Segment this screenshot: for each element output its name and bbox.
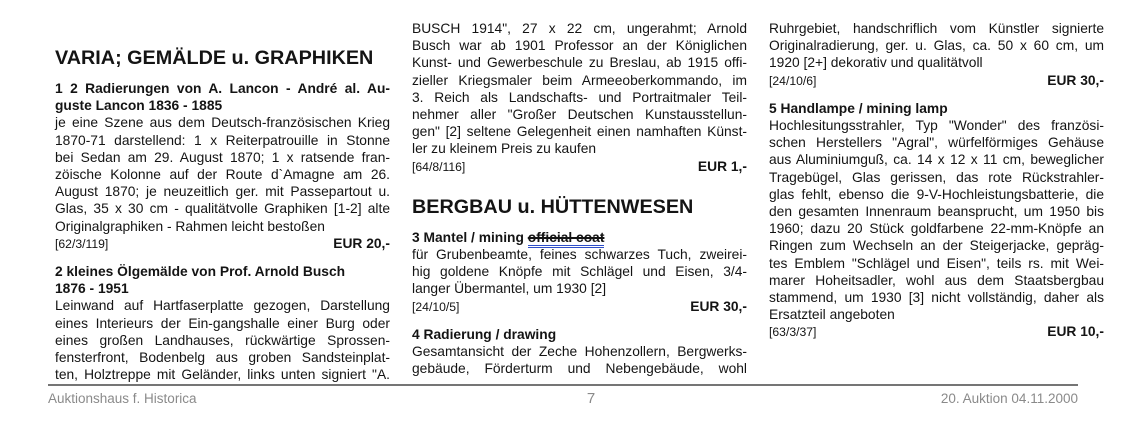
description-line: 3. Reich als Landschafts- und Portraitmaler Teil-	[412, 89, 747, 105]
description-line: eines Interieurs der Ein-gangshalle einer Burg oder	[55, 315, 390, 331]
lot-title	[55, 263, 390, 297]
description-line: Gesamtansicht der Zeche Hohenzollern, Bergwerks-	[412, 344, 747, 360]
lot-title-line: 1 2 Radierungen von A. Lancon - André al. Au-	[55, 81, 390, 96]
lot-title-line: 4 Radierung / drawing	[412, 326, 557, 342]
description-line: je eine Szene aus dem Deutsch-französischen Krieg	[55, 115, 390, 131]
description-line: für Grubenbeamte, feines schwarzes Tuch, zweirei-	[412, 247, 747, 263]
description-line: 1920 [2+] dekorativ und qualitätvoll	[769, 55, 983, 71]
section-heading: VARIA; GEMÄLDE u. GRAPHIKEN	[55, 47, 374, 69]
description-line: gebäude, Förderturm und Nebengebäude, wohl	[412, 361, 747, 377]
description-line: Ringen zum Wechseln an der Steigerjacke, gepräg-	[769, 238, 1104, 254]
lot-ref-price-row	[412, 158, 747, 176]
lot-title	[769, 100, 1104, 117]
lot-description	[769, 117, 1104, 323]
lot-title	[412, 326, 747, 343]
description-line: ten, Holztreppe mit Geländer, links unten signiert "A.	[55, 367, 390, 383]
lot-price: EUR 10,-	[1047, 324, 1104, 340]
description-line: zieller Kriegsmaler beim Armeeoberkommando, im	[412, 72, 747, 88]
lot-reference: [24/10/5]	[412, 299, 460, 314]
description-line: Tragebügel, Glas gerissen, das rote Rückstrahler-	[769, 169, 1104, 185]
description-line: den gesamten Innenraum beansprucht, um 1950 bis	[769, 204, 1104, 220]
description-line: Ersatzteil angeboten	[769, 307, 895, 323]
struck-correction-text: official coat	[528, 230, 605, 248]
column-1	[55, 20, 390, 383]
page-number: 7	[586, 390, 596, 407]
description-line: August 1870; je neuzeitlich ger. mit Passepartout u.	[55, 184, 390, 200]
lot-title-line: 1876 - 1951	[55, 281, 129, 297]
description-line: 1960; dazu 20 Stück goldfarbene 22-mm-Knöpfe an	[769, 221, 1104, 237]
lot-title-line: 5 Handlampe / mining lamp	[769, 100, 948, 116]
column-3	[769, 20, 1104, 383]
lot-ref-price-row	[769, 72, 1104, 90]
column-2	[412, 20, 747, 383]
description-line: Ruhrgebiet, handschriflich vom Künstler signierte	[769, 21, 1104, 36]
lot-description	[55, 297, 390, 383]
description-line: aus Aluminiumguß, ca. 14 x 12 x 11 cm, beweglicher	[769, 152, 1104, 168]
lot-description	[412, 20, 747, 158]
lot-description	[412, 246, 747, 298]
lot-ref-price-row	[412, 298, 747, 316]
lot-price: EUR 30,-	[1047, 72, 1104, 88]
description-line: nehmer aller "Großer Deutschen Kunstausstellun-	[412, 107, 747, 123]
description-line: ler zu kleinem Preis zu kaufen	[412, 141, 597, 157]
lot-price: EUR 1,-	[697, 158, 747, 174]
description-line: gen" [2] seltene Gelegenheit einen namhaften Künst-	[412, 124, 747, 140]
description-line: bei Sedan am 29. August 1870; 1 x ratsende fran-	[55, 149, 390, 165]
description-line: Hochlesitungsstrahler, Typ "Wonder" des französi-	[769, 118, 1104, 134]
lot-title	[55, 80, 390, 114]
description-line: Glas, 35 x 30 cm - qualitätvolle Graphiken [1-2] alte	[55, 201, 390, 217]
lot-price: EUR 20,-	[333, 235, 390, 251]
description-line: schen Herstellers "Agral", würfelförmiges Gehäuse	[769, 135, 1104, 151]
description-line: Originalradierung, ger. u. Glas, ca. 50 x 60 cm, um	[769, 38, 1104, 54]
description-line: Originalgraphiken - Rahmen leicht bestoßen	[55, 218, 325, 234]
description-line: glas fehlt, ebenso die 9-V-Hochleistungsbatterie, die	[769, 186, 1104, 202]
lot-description	[412, 343, 747, 377]
description-line: hig goldene Knöpfe mit Schlägel und Eisen, 3/4-	[412, 264, 747, 280]
title-text: 3 Mantel / mining	[412, 229, 528, 245]
description-line: fensterfront, Bodenbelg aus groben Sandsteinplat-	[55, 350, 390, 366]
description-line: eines großen Landhauses, rückwärtige Sprossen-	[55, 332, 390, 348]
section-heading: BERGBAU u. HÜTTENWESEN	[412, 195, 694, 218]
lot-title	[412, 229, 747, 246]
lot-reference: [24/10/6]	[769, 73, 817, 88]
description-line: Kunst- und Gewerbeschule zu Breslau, ab 1915 offi-	[412, 55, 747, 71]
description-line: BUSCH 1914", 27 x 22 cm, ungerahmt; Arnold	[412, 21, 747, 36]
lot-title-line	[412, 229, 747, 246]
description-line: 1870-71 darstellend: 1 x Reiterpatrouille in Stonne	[55, 132, 390, 148]
lot-reference: [63/3/37]	[769, 325, 817, 340]
lot-description	[769, 20, 1104, 72]
description-line: stammend, um 1930 [3] nicht vollständig, daher als	[769, 290, 1104, 306]
description-line: tes Emblem "Schlägel und Eisen", teils rs. mit Wei-	[769, 255, 1104, 271]
description-line: langer Übermantel, um 1930 [2]	[412, 281, 607, 297]
description-line: zöische Kolonne auf der Route d`Amagne am 26.	[55, 167, 390, 183]
page-footer	[48, 384, 1078, 407]
lot-title-line: guste Lancon 1836 - 1885	[55, 98, 223, 114]
lot-reference: [62/3/119]	[55, 236, 109, 251]
description-line: Leinwand auf Hartfaserplatte gezogen, Darstellung	[55, 298, 390, 314]
lot-title-line: 2 kleines Ölgemälde von Prof. Arnold Busch	[55, 264, 346, 280]
description-line: marer Hoheitsadler, wohl aus dem Staatsbergbau	[769, 272, 1104, 288]
lot-ref-price-row	[55, 235, 390, 253]
description-line: Busch war ab 1901 Professor an der Königlichen	[412, 38, 747, 54]
lot-price: EUR 30,-	[690, 298, 747, 314]
footer-auction-date: 20. Auktion 04.11.2000	[940, 391, 1078, 406]
footer-publisher: Auktionshaus f. Historica	[48, 391, 197, 406]
lot-reference: [64/8/116]	[412, 159, 466, 174]
lot-description	[55, 114, 390, 234]
lot-ref-price-row	[769, 323, 1104, 341]
